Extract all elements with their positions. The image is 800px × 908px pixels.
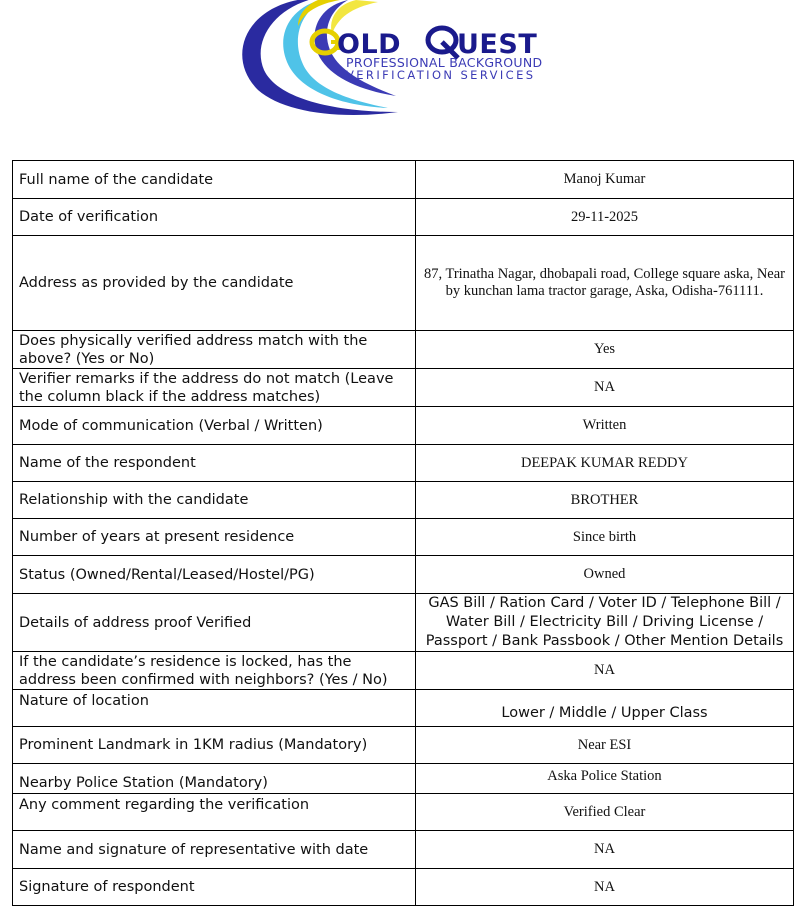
row-label: Signature of respondent	[13, 869, 416, 906]
row-value: Verified Clear	[416, 794, 794, 831]
table-row	[13, 331, 794, 369]
row-value: NA	[416, 869, 794, 906]
row-value: GAS Bill / Ration Card / Voter ID / Telephone Bill / Water Bill / Electricity Bill / Driving License / Passport / Bank Passbook / Other Mention Details	[416, 594, 794, 652]
row-label: If the candidate’s residence is locked, has the address been confirmed with neighbors? (Yes / No)	[13, 652, 416, 690]
row-label: Date of verification	[13, 199, 416, 236]
row-value: NA	[416, 652, 794, 690]
row-label: Details of address proof Verified	[13, 594, 416, 652]
table-row	[13, 199, 794, 236]
row-label: Does physically verified address match with the above? (Yes or No)	[13, 331, 416, 369]
row-label: Prominent Landmark in 1KM radius (Mandatory)	[13, 727, 416, 764]
table-row	[13, 594, 794, 652]
row-value: NA	[416, 831, 794, 869]
table-row	[13, 236, 794, 331]
table-row	[13, 794, 794, 831]
row-value: Near ESI	[416, 727, 794, 764]
row-label: Nature of location	[13, 690, 416, 727]
row-label: Status (Owned/Rental/Leased/Hostel/PG)	[13, 556, 416, 594]
table-row	[13, 445, 794, 482]
row-label: Full name of the candidate	[13, 161, 416, 199]
table-row	[13, 869, 794, 906]
row-value: NA	[416, 369, 794, 407]
table-row	[13, 407, 794, 445]
row-value: DEEPAK KUMAR REDDY	[416, 445, 794, 482]
table-row	[13, 369, 794, 407]
row-label: Relationship with the candidate	[13, 482, 416, 519]
row-label: Nearby Police Station (Mandatory)	[13, 764, 416, 794]
table-row	[13, 652, 794, 690]
address-verification-table	[12, 160, 794, 906]
table-row	[13, 161, 794, 199]
row-value: Owned	[416, 556, 794, 594]
row-value: Written	[416, 407, 794, 445]
row-value: Lower / Middle / Upper Class	[416, 690, 794, 727]
table-row	[13, 519, 794, 556]
svg-text:OLD: OLD	[337, 29, 402, 60]
row-value: Yes	[416, 331, 794, 369]
table-row	[13, 764, 794, 794]
table-row	[13, 831, 794, 869]
row-label: Name and signature of representative with date	[13, 831, 416, 869]
table-row	[13, 482, 794, 519]
row-value: Aska Police Station	[416, 764, 794, 794]
row-value: BROTHER	[416, 482, 794, 519]
row-value: 87, Trinatha Nagar, dhobapali road, College square aska, Near by kunchan lama tractor garage, Aska, Odisha-761111.	[416, 236, 794, 331]
row-label: Number of years at present residence	[13, 519, 416, 556]
logo-tagline-line2: VERIFICATION SERVICES	[346, 68, 536, 82]
row-label: Verifier remarks if the address do not match (Leave the column black if the address matches)	[13, 369, 416, 407]
row-label: Mode of communication (Verbal / Written)	[13, 407, 416, 445]
goldquest-logo	[228, 0, 580, 124]
table-row	[13, 556, 794, 594]
table-row	[13, 727, 794, 764]
row-value: Manoj Kumar	[416, 161, 794, 199]
row-label: Address as provided by the candidate	[13, 236, 416, 331]
row-value: Since birth	[416, 519, 794, 556]
row-label: Name of the respondent	[13, 445, 416, 482]
logo-tagline-line1: PROFESSIONAL BACKGROUND	[346, 55, 543, 70]
row-value: 29-11-2025	[416, 199, 794, 236]
svg-text:UEST: UEST	[457, 29, 538, 60]
row-label: Any comment regarding the verification	[13, 794, 416, 831]
table-row	[13, 690, 794, 727]
